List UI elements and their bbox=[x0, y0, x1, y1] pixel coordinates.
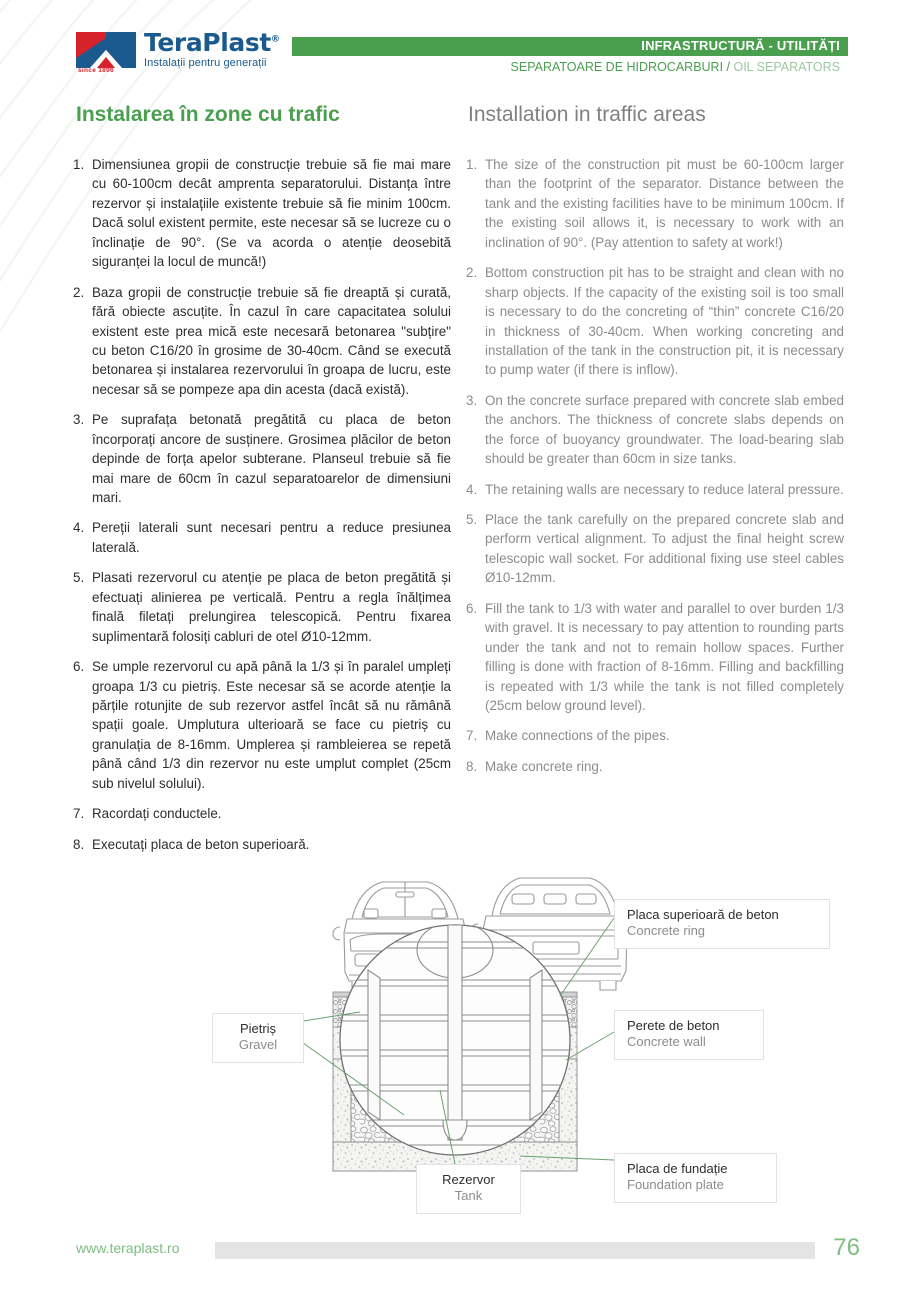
registered-mark: ® bbox=[270, 34, 280, 45]
steps-list-romanian bbox=[73, 155, 451, 854]
section-subtitle bbox=[511, 60, 840, 74]
tank-center-rib bbox=[448, 925, 462, 1140]
step-item: Pereții laterali sunt necesari pentru a reduce presiunea laterală. bbox=[92, 520, 451, 555]
instructions-column-english bbox=[466, 155, 844, 787]
step-item: Fill the tank to 1/3 with water and parallel to over burden 1/3 with gravel. It is necessary to pay attention to rounding parts under the tank and not to remain hollow spaces. Further filling is done with fraction of 8-16mm. Filling and backfilling is repeated with 1/3 while the tank is not filled completely (25cm below ground level). bbox=[485, 600, 844, 713]
section-banner-title: INFRASTRUCTURĂ - UTILITĂȚI bbox=[641, 38, 840, 53]
brand-tagline: Instalații pentru generații bbox=[144, 57, 267, 69]
brand-logo bbox=[76, 30, 280, 72]
step-item: Dimensiunea gropii de construcție trebuie să fie mai mare cu 60-100cm decât amprenta separatorului. Distanța între rezervor și instalațiile existente trebuie să fie minim 100cm. Dacă solul existent permite, este necesar să se lucreze cu o înclinație de 90°. (Se va acorda o atenție deosebită siguranței la locul de muncă!) bbox=[92, 157, 451, 270]
callout-gravel bbox=[212, 1013, 304, 1063]
section-subtitle-separator: / bbox=[723, 60, 734, 74]
instructions-column-romanian bbox=[73, 155, 451, 865]
steps-list-english bbox=[466, 155, 844, 776]
step-item: On the concrete surface prepared with concrete slab embed the anchors. The thickness of concrete slabs depends on the force of buoyancy groundwater. The load-bearing slab should be greater than 60cm in size tanks. bbox=[485, 392, 844, 467]
step-item: Bottom construction pit has to be straight and clean with no sharp objects. If the capacity of the existing soil is too small is necessary to do the concreting of “thin” concrete C16/20 in thickness of 30-40cm. When working concreting and installation of the tank in the construction pit, it is necessary to pump water (if there is inflow). bbox=[485, 265, 844, 378]
footer-website-url[interactable]: www.teraplast.ro bbox=[76, 1240, 180, 1256]
heading-english: Installation in traffic areas bbox=[468, 103, 706, 126]
callout-label-ro: Placa superioară de beton bbox=[627, 907, 779, 922]
step-item: Baza gropii de construcție trebuie să fie dreaptă și curată, fără obiecte ascuțite. În cazul în care capacitatea solului existent este prea mică este necesară betonarea "subțire" cu beton C16/20 în grosime de 30-40cm. Când se execută betonarea și instalarea rezervorului în groapa de lucru, este necesar să se pompeze apa din acesta (dacă există). bbox=[92, 284, 451, 397]
teraplast-roof-logo-icon bbox=[76, 30, 136, 72]
callout-label-en: Foundation plate bbox=[627, 1177, 724, 1193]
callout-tank bbox=[416, 1164, 521, 1214]
callout-concrete-ring bbox=[614, 899, 830, 949]
page-header bbox=[0, 0, 920, 92]
callout-label-ro: Placa de fundație bbox=[627, 1161, 728, 1176]
callout-label-en: Gravel bbox=[238, 1037, 278, 1053]
page-number: 76 bbox=[833, 1234, 860, 1261]
brand-wordmark bbox=[144, 30, 280, 69]
step-item: Make connections of the pipes. bbox=[485, 728, 670, 744]
heading-romanian: Instalarea în zone cu trafic bbox=[76, 103, 340, 126]
step-item: Place the tank carefully on the prepared concrete slab and perform vertical alignment. To adjust the final height screw telescopic wall socket. For additional fixing use steel cables Ø10-12mm. bbox=[485, 512, 844, 586]
callout-label-en: Concrete wall bbox=[627, 1034, 706, 1050]
callout-concrete-wall bbox=[614, 1010, 764, 1060]
section-subtitle-ro: SEPARATOARE DE HIDROCARBURI bbox=[510, 60, 724, 74]
step-item: The size of the construction pit must be 60-100cm larger than the footprint of the separator. Distance between the tank and the existing facilities have to be minimum 100cm. If the existing soil allows it, is necessary to work with an inclination of 90°. (Pay attention to safety at work!) bbox=[485, 157, 844, 250]
footer-rule bbox=[215, 1242, 815, 1259]
step-item: Plasati rezervorul cu atenție pe placa de beton pregătită și efectuați alinierea pe verticală. Pentru a regla înălțimea finală filetați prelungirea telescopică. Pentru fixarea suplimentară folosiți cabluri de otel Ø10-12mm. bbox=[92, 570, 451, 644]
step-item: Pe suprafața betonată pregătită cu placa de beton încorporați ancore de susținere. Grosimea plăcilor de beton depinde de forța apelor subterane. Planseul trebuie să fie mai mare de 60cm în cazul separatoarelor de dimensiuni mari. bbox=[92, 412, 451, 505]
installation-cross-section-diagram bbox=[0, 820, 920, 1220]
page-footer bbox=[0, 1232, 920, 1272]
callout-label-ro: Pietriș bbox=[239, 1021, 277, 1036]
section-subtitle-en: OIL SEPARATORS bbox=[733, 60, 840, 74]
step-item: Executați placa de beton superioară. bbox=[92, 836, 310, 852]
callout-label-en: Tank bbox=[454, 1188, 483, 1204]
brand-name: TeraPlast® bbox=[144, 28, 280, 57]
callout-label-ro: Rezervor bbox=[442, 1172, 495, 1187]
callout-label-ro: Perete de beton bbox=[627, 1018, 720, 1033]
step-item: The retaining walls are necessary to reduce lateral pressure. bbox=[485, 481, 844, 497]
step-item: Make concrete ring. bbox=[485, 758, 603, 774]
since-text: since 1896 bbox=[78, 67, 114, 74]
callout-label-en: Concrete ring bbox=[627, 923, 706, 939]
step-item: Racordați conductele. bbox=[92, 806, 222, 822]
callout-foundation-plate bbox=[614, 1153, 777, 1203]
section-banner bbox=[292, 37, 848, 56]
step-item: Se umple rezervorul cu apă până la 1/3 și în paralel umpleți groapa 1/3 cu pietriș. Este necesar să se acorde atenție la părțile rotunjite de sub rezervor astfel încât să nu rămână spații goale. Umplutura ulterioară se face cu pietriș cu granulația de 8-16mm. Umplerea și rambleierea se repetă până când 1/3 din rezervor nu este umplut complet (25cm sub nivelul solului). bbox=[92, 659, 451, 791]
